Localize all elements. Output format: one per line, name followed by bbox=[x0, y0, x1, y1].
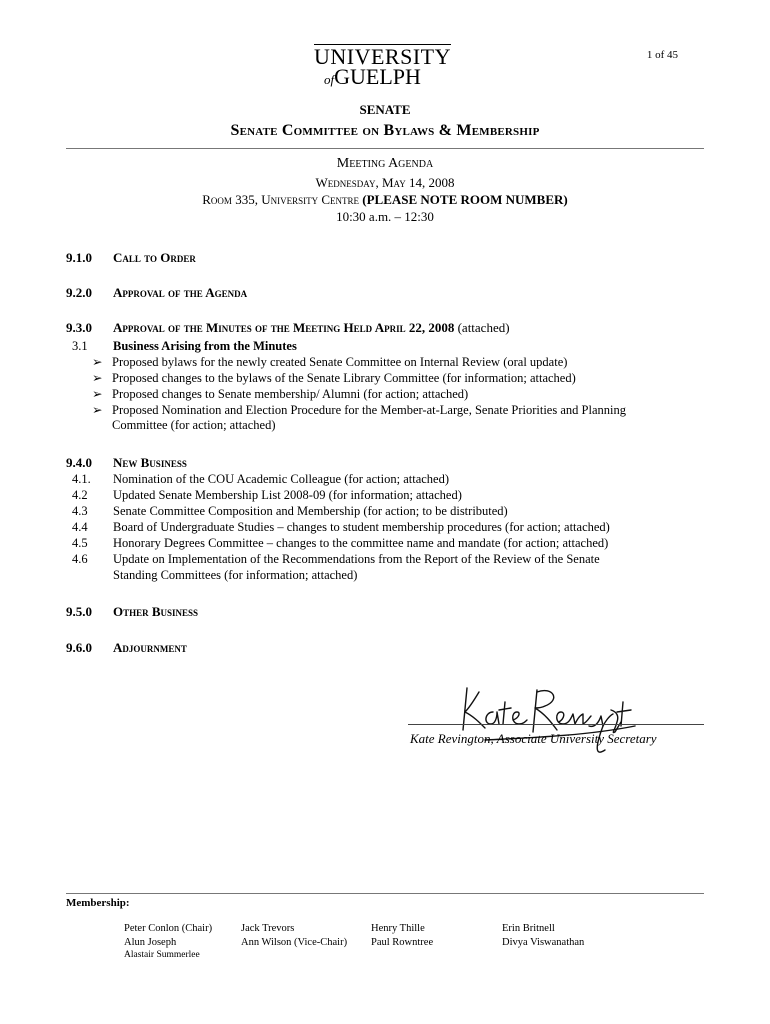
item-label: Business Arising from the Minutes bbox=[113, 339, 297, 353]
header-divider bbox=[66, 148, 704, 149]
item-text: Update on Implementation of the Recommendations from the Report of the Review of the Senate bbox=[113, 552, 600, 566]
list-item bbox=[92, 402, 692, 419]
list-item-text: Proposed Nomination and Election Procedure for the Member-at-Large, Senate Priorities and Planning bbox=[112, 403, 626, 417]
item-text: Standing Committees (for information; attached) bbox=[113, 568, 358, 582]
agenda-item bbox=[72, 551, 692, 568]
agenda-item-continuation bbox=[72, 567, 692, 584]
signature-name: Kate Revington, Associate University Secretary bbox=[410, 731, 657, 746]
agenda-item bbox=[72, 535, 692, 552]
section-title: Approval of the Minutes of the Meeting Held April 22, 2008 bbox=[113, 320, 455, 335]
section-title: Other Business bbox=[113, 604, 199, 619]
section-approval-agenda bbox=[66, 285, 247, 301]
agenda-item bbox=[72, 471, 692, 488]
section-number: 9.1.0 bbox=[66, 250, 92, 265]
signature-line bbox=[408, 724, 704, 725]
section-number: 9.2.0 bbox=[66, 285, 92, 300]
list-item-text: Proposed changes to the bylaws of the Senate Library Committee (for information; attached) bbox=[112, 371, 576, 385]
list-item bbox=[92, 354, 692, 371]
agenda-item bbox=[72, 519, 692, 536]
item-number: 4.1. bbox=[72, 472, 91, 486]
member-name: Jack Trevors bbox=[241, 923, 295, 934]
member-name: Peter Conlon (Chair) bbox=[124, 923, 213, 934]
senate-heading: SENATE bbox=[359, 102, 411, 117]
committee-title: Senate Committee on Bylaws & Membership bbox=[230, 122, 540, 139]
arrow-bullet-icon: ➢ bbox=[92, 371, 103, 385]
item-number: 4.2 bbox=[72, 488, 88, 502]
section-new-business bbox=[66, 455, 187, 471]
member-name: Erin Britnell bbox=[502, 923, 555, 934]
list-item-text: Proposed changes to Senate membership/ Alumni (for action; attached) bbox=[112, 387, 469, 401]
section-call-to-order bbox=[66, 250, 196, 266]
member-name: Alastair Summerlee bbox=[124, 950, 200, 960]
item-text: Updated Senate Membership List 2008-09 (for information; attached) bbox=[113, 488, 462, 502]
item-text: Senate Committee Composition and Membership (for action; to be distributed) bbox=[113, 504, 508, 518]
room-text: Room 335, University Centre bbox=[202, 192, 363, 207]
meeting-date: Wednesday, May 14, 2008 bbox=[315, 175, 455, 190]
section-number: 9.6.0 bbox=[66, 640, 92, 655]
university-logo bbox=[306, 44, 466, 92]
item-number: 4.6 bbox=[72, 552, 88, 566]
page-counter: 1 of 45 bbox=[646, 49, 678, 61]
section-approval-minutes bbox=[66, 320, 510, 336]
list-item bbox=[92, 370, 692, 387]
agenda-item bbox=[72, 503, 692, 520]
logo-guelph: GUELPH bbox=[334, 64, 421, 89]
member-name: Paul Rowntree bbox=[371, 937, 434, 948]
meeting-room bbox=[0, 192, 770, 208]
section-title: New Business bbox=[113, 455, 187, 470]
room-note: (PLEASE NOTE ROOM NUMBER) bbox=[362, 192, 568, 207]
item-number: 4.5 bbox=[72, 536, 88, 550]
handwritten-signature bbox=[445, 682, 645, 777]
membership-divider bbox=[66, 893, 704, 894]
section-title: Adjournment bbox=[113, 640, 187, 655]
arrow-bullet-icon: ➢ bbox=[92, 387, 103, 401]
item-text: Nomination of the COU Academic Colleague (for action; attached) bbox=[113, 472, 449, 486]
section-title: Call to Order bbox=[113, 250, 196, 265]
member-name: Henry Thille bbox=[371, 923, 425, 934]
item-text: Board of Undergraduate Studies – changes to student membership procedures (for action; attached) bbox=[113, 520, 610, 534]
section-other-business bbox=[66, 604, 198, 620]
section-title: Approval of the Agenda bbox=[113, 285, 248, 300]
list-item bbox=[92, 386, 692, 403]
section-number: 9.3.0 bbox=[66, 320, 92, 335]
item-number: 4.3 bbox=[72, 504, 88, 518]
list-item-text: Proposed bylaws for the newly created Senate Committee on Internal Review (oral update) bbox=[112, 355, 568, 369]
agenda-item-3-1 bbox=[72, 338, 692, 355]
item-number: 4.4 bbox=[72, 520, 88, 534]
section-number: 9.4.0 bbox=[66, 455, 92, 470]
section-note: (attached) bbox=[454, 320, 510, 335]
agenda-item bbox=[72, 487, 692, 504]
member-name: Divya Viswanathan bbox=[502, 937, 585, 948]
logo-of: of bbox=[324, 72, 335, 87]
member-name: Ann Wilson (Vice-Chair) bbox=[241, 937, 348, 948]
arrow-bullet-icon: ➢ bbox=[92, 403, 103, 417]
section-number: 9.5.0 bbox=[66, 604, 92, 619]
logo-line-university: UNIVERSITY bbox=[314, 44, 451, 69]
member-name: Alun Joseph bbox=[124, 937, 177, 948]
item-text: Honorary Degrees Committee – changes to the committee name and mandate (for action; attached) bbox=[113, 536, 609, 550]
agenda-title: Meeting Agenda bbox=[336, 156, 434, 171]
logo-line-guelph bbox=[324, 66, 421, 91]
section-adjournment bbox=[66, 640, 187, 656]
list-item-continuation: Committee (for action; attached) bbox=[112, 418, 276, 432]
arrow-bullet-icon: ➢ bbox=[92, 355, 103, 369]
item-number: 3.1 bbox=[72, 339, 88, 353]
membership-title: Membership: bbox=[66, 897, 130, 909]
meeting-time: 10:30 a.m. – 12:30 bbox=[336, 209, 434, 224]
